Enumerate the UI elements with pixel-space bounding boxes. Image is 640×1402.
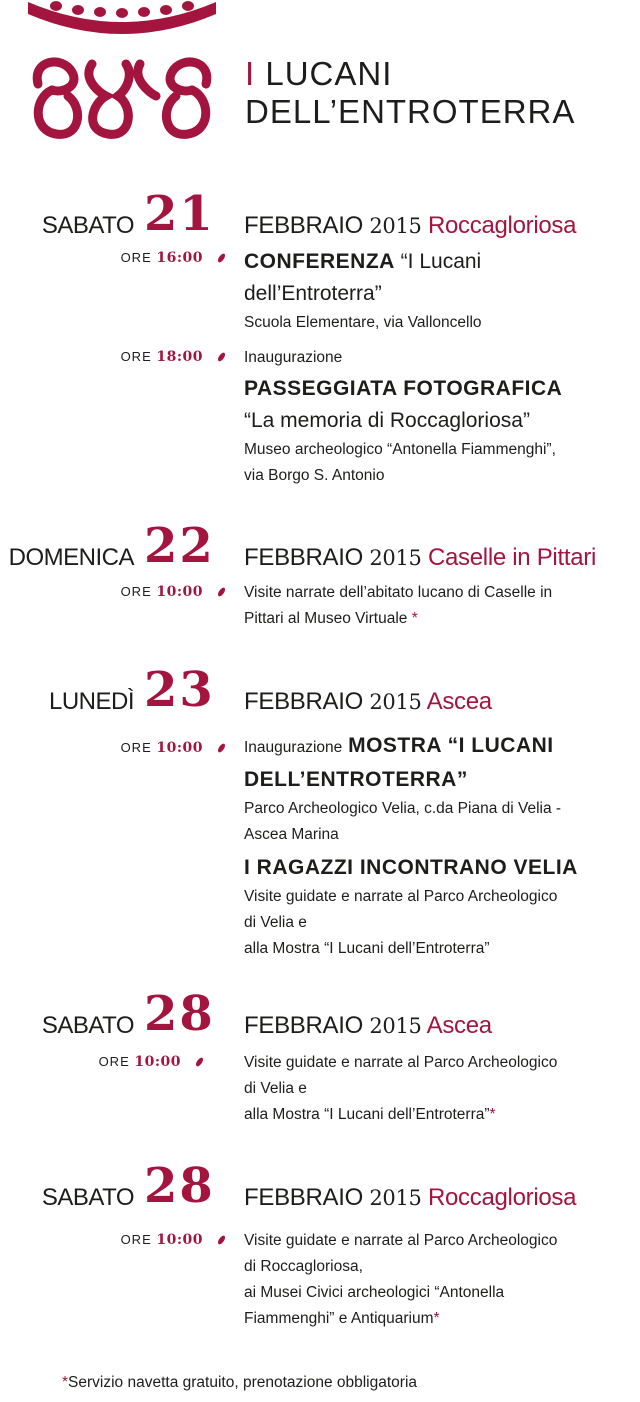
footnote-star: * (62, 1374, 69, 1391)
month-place: FEBBRAIO 2015 Ascea (244, 688, 492, 715)
weekday: SABATO (41, 212, 134, 239)
footnote-text: Servizio navetta gratuito, prenotazione obbligatoria (68, 1374, 418, 1391)
date-row-28-roccagloriosa (0, 1158, 640, 1228)
month-place: FEBBRAIO 2015 Roccagloriosa (244, 212, 577, 239)
event-time: ORE 16:00 (121, 250, 224, 266)
day-number: 23 (144, 662, 215, 718)
day-number: 21 (144, 186, 215, 242)
place: Caselle in Pittari (427, 544, 596, 571)
lucani-logo (22, 0, 222, 160)
leaf-icon (217, 252, 227, 263)
day-number: 28 (144, 986, 215, 1042)
leaf-icon (217, 586, 227, 597)
event-time: ORE 18:00 (121, 349, 224, 365)
month-place: FEBBRAIO 2015 Ascea (244, 1012, 492, 1039)
leaf-icon (217, 351, 227, 362)
title-bar: I (245, 55, 256, 92)
weekday: LUNEDÌ (48, 688, 134, 715)
place: Roccagloriosa (427, 1184, 577, 1211)
date-row-22 (0, 518, 640, 588)
weekday: SABATO (41, 1012, 134, 1039)
weekday: SABATO (41, 1184, 134, 1211)
leaf-icon (217, 1234, 227, 1245)
title-line1: LUCANI (265, 55, 393, 92)
leaf-icon (217, 742, 227, 753)
footnote (62, 1374, 417, 1392)
place: Roccagloriosa (427, 212, 577, 239)
leaf-icon (195, 1056, 205, 1067)
event-time: ORE 10:00 (121, 584, 224, 600)
weekday: DOMENICA (8, 544, 134, 571)
event-time: ORE 10:00 (121, 1232, 224, 1248)
title-line2: DELL’ENTROTERRA (245, 93, 576, 130)
month-place: FEBBRAIO 2015 Roccagloriosa (244, 1184, 577, 1211)
place: Ascea (426, 688, 492, 715)
place: Ascea (426, 1012, 492, 1039)
day-number: 22 (144, 518, 215, 574)
month-place: FEBBRAIO 2015 Caselle in Pittari (244, 544, 596, 571)
day-number: 28 (144, 1158, 215, 1214)
event-time: ORE 10:00 (121, 740, 224, 756)
date-row-23 (0, 662, 640, 732)
page-title (245, 55, 575, 131)
date-row-28-ascea (0, 986, 640, 1056)
event-time: ORE 10:00 (99, 1054, 202, 1070)
